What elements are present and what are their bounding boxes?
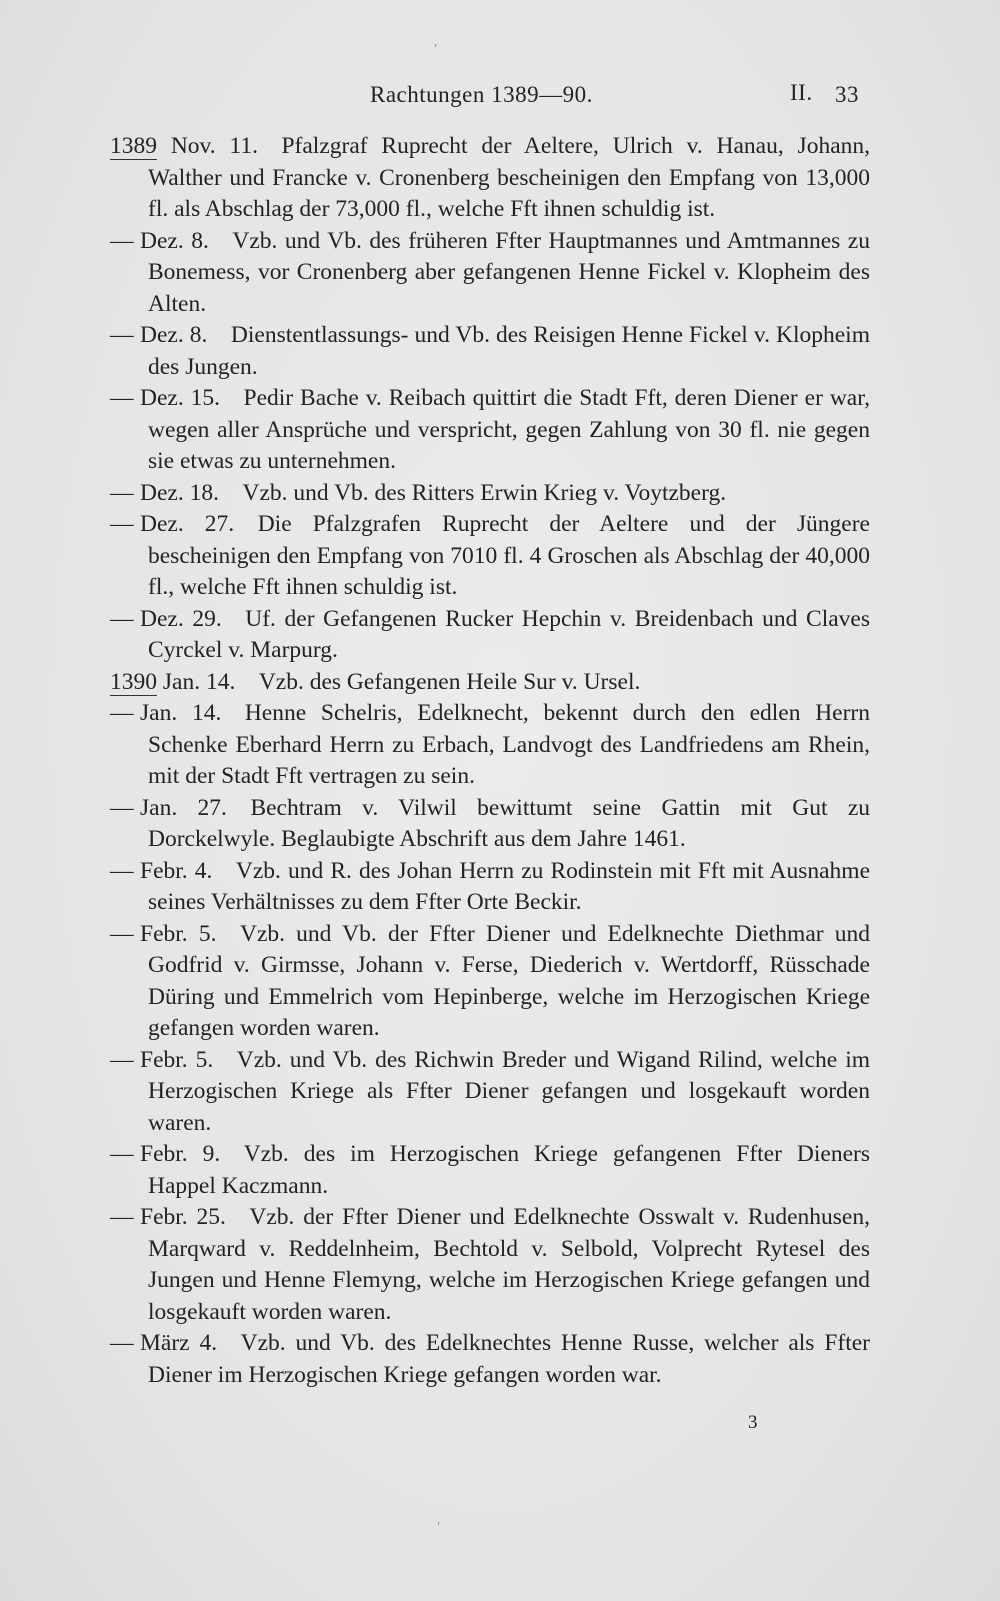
entry-dash: — xyxy=(110,227,134,254)
entry-date: März 4. xyxy=(140,1330,218,1356)
regesta-entry xyxy=(110,1202,870,1328)
entry-text: Vzb. und Vb. der Ffter Diener und Edelknechte Diethmar und Godfrid v. Girmsse, Johann v. Ferse, Diederich v. Wertdorff, Rüsschade Düring und Emmelrich vom Hepinberge, welche im Herzogischen Kriege gefangen worden waren. xyxy=(148,920,871,1041)
entry-date: Febr. 4. xyxy=(140,857,213,884)
entry-dash: — xyxy=(110,385,134,411)
section-number: II. xyxy=(790,80,813,105)
paper-speck: ˌ xyxy=(436,1508,442,1525)
entry-dash: — xyxy=(110,1330,134,1356)
entry-date: Dez. 29. xyxy=(140,605,222,632)
entry-dash: — xyxy=(110,479,134,506)
entry-text: Die Pfalzgrafen Ruprecht der Aeltere und der Jüngere bescheinigen den Empfang von 7010 fl. 4 Groschen als Abschlag der 40,000 fl., welche Fft ihnen schuldig ist. xyxy=(148,511,870,600)
running-title: Rachtungen 1389—90. xyxy=(370,82,593,107)
regesta-entry xyxy=(110,478,870,510)
entry-date: Dez. 8. xyxy=(140,227,209,254)
entry-date: Dez. 8. xyxy=(140,322,208,348)
entry-text: Vzb. der Ffter Diener und Edelknechte Osswalt v. Rudenhusen, Marqward v. Reddelnheim, Bechtold v. Selbold, Volprecht Rytesel des Jungen und Henne Flemyng, welche im Herzogischen Kriege gefangen und losgekauft worden waren. xyxy=(148,1204,870,1325)
entry-text: Vzb. und Vb. des Ritters Erwin Krieg v. Voytzberg. xyxy=(242,479,727,506)
regesta-entry xyxy=(110,509,870,604)
entry-year: 1390 xyxy=(110,668,157,695)
regesta-entry xyxy=(110,919,870,1045)
entry-date: Febr. 5. xyxy=(140,920,217,947)
entry-dash: — xyxy=(110,322,134,348)
regesta-entry xyxy=(110,667,870,699)
regesta-entry xyxy=(110,131,870,226)
signature-mark: 3 xyxy=(748,1412,758,1433)
entry-text: Pedir Bache v. Reibach quittirt die Stadt Fft, deren Diener er war, wegen aller Ansprüche und verspricht, gegen Zahlung von 30 fl. nie gegen sie etwas zu unternehmen. xyxy=(148,385,870,474)
entry-dash: — xyxy=(110,920,134,947)
entry-date: Jan. 27. xyxy=(140,794,227,821)
entry-dash: — xyxy=(110,794,134,821)
entry-dash: — xyxy=(110,511,134,537)
regesta-entry xyxy=(110,856,870,919)
entry-date: Febr. 5. xyxy=(140,1046,214,1073)
entry-date: Nov. 11. xyxy=(170,133,258,159)
entry-text: Henne Schelris, Edelknecht, bekennt durch den edlen Herrn Schenke Eberhard Herrn zu Erbach, Landvogt des Landfriedens am Rhein, mit der Stadt Fft vertragen zu sein. xyxy=(148,700,871,789)
entry-dash: — xyxy=(110,857,134,884)
running-header xyxy=(110,78,870,114)
entry-date: Febr. 9. xyxy=(140,1141,221,1167)
regesta-entry xyxy=(110,320,870,383)
entry-text: Dienstentlassungs- und Vb. des Reisigen Henne Fickel v. Klopheim des Jungen. xyxy=(148,322,870,380)
regesta-entry xyxy=(110,226,870,321)
entry-date: Febr. 25. xyxy=(140,1204,226,1230)
entry-year: 1389 xyxy=(110,133,157,159)
regesta-list xyxy=(110,131,870,1391)
regesta-entry xyxy=(110,383,870,478)
page-number: 33 xyxy=(835,82,859,107)
entry-date: Jan. 14. xyxy=(140,700,222,726)
entry-text: Uf. der Gefangenen Rucker Hepchin v. Breidenbach und Claves Cyrckel v. Marpurg. xyxy=(148,605,870,663)
entry-text: Pfalzgraf Ruprecht der Aeltere, Ulrich v. Hanau, Johann, Walther und Francke v. Cronenberg bescheinigen den Empfang von 13,000 fl. als Abschlag der 73,000 fl., welche Fft ihnen schuldig ist. xyxy=(148,133,871,222)
entry-date: Dez. 27. xyxy=(140,511,235,537)
regesta-entry xyxy=(110,604,870,667)
entry-text: Vzb. des Gefangenen Heile Sur v. Ursel. xyxy=(258,668,641,695)
regesta-entry xyxy=(110,698,870,793)
entry-dash: — xyxy=(110,1046,134,1073)
entry-text: Vzb. und R. des Johan Herrn zu Rodinstein mit Fft mit Ausnahme seines Verhältnisses zu dem Ffter Orte Beckir. xyxy=(148,857,870,915)
paper-speck: ˌ xyxy=(433,30,439,47)
entry-text: Vzb. und Vb. des Edelknechtes Henne Russe, welcher als Ffter Diener im Herzogischen Kriege gefangen worden war. xyxy=(148,1330,870,1388)
entry-date: Jan. 14. xyxy=(162,668,236,695)
regesta-entry xyxy=(110,793,870,856)
entry-dash: — xyxy=(110,605,134,632)
entry-text: Bechtram v. Vilwil bewittumt seine Gattin mit Gut zu Dorckelwyle. Beglaubigte Abschrift aus dem Jahre 1461. xyxy=(148,794,871,852)
entry-date: Dez. 18. xyxy=(140,479,219,506)
entry-date: Dez. 15. xyxy=(140,385,221,411)
entry-dash: — xyxy=(110,1141,134,1167)
entry-dash: — xyxy=(110,1204,134,1230)
entry-text: Vzb. und Vb. des früheren Ffter Hauptmannes und Amtmannes zu Bonemess, vor Cronenberg aber gefangenen Henne Fickel v. Klopheim des Alten. xyxy=(148,227,870,317)
regesta-entry xyxy=(110,1139,870,1202)
regesta-entry xyxy=(110,1328,870,1391)
entry-text: Vzb. des im Herzogischen Kriege gefangenen Ffter Dieners Happel Kaczmann. xyxy=(148,1141,870,1199)
regesta-entry xyxy=(110,1045,870,1140)
entry-dash: — xyxy=(110,700,134,726)
entry-text: Vzb. und Vb. des Richwin Breder und Wigand Rilind, welche im Herzogischen Kriege als Ffter Diener gefangen und losgekauft worden waren. xyxy=(148,1046,870,1136)
